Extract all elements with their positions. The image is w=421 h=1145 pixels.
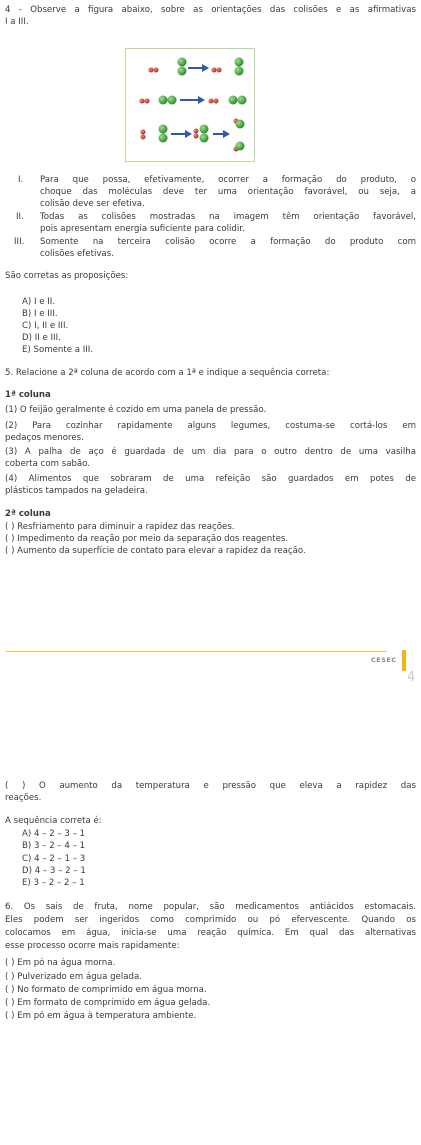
q5-col2-item-2[interactable]: ( ) Impedimento da reação por meio da separação dos reagentes. bbox=[5, 534, 289, 544]
q4-statement-3-num: III. bbox=[14, 237, 25, 247]
q6-intro-line-1: 6. Os sais de fruta, nome popular, são medicamentos antiácidos estomacais. bbox=[5, 902, 416, 912]
q5-col2-title: 2ª coluna bbox=[5, 509, 51, 519]
q4-intro-line-2: I a III. bbox=[5, 17, 29, 27]
q5-col1-item-2-line-1: (2) Para cozinhar rapidamente alguns legumes, costuma-se cortá-los em bbox=[5, 421, 416, 431]
q4-statement-1-num: I. bbox=[18, 175, 24, 185]
q6-option-3[interactable]: ( ) No formato de comprimido em água morna. bbox=[5, 985, 207, 995]
q6-option-4[interactable]: ( ) Em formato de comprimido em água gelada. bbox=[5, 998, 211, 1008]
q6-intro-line-2: Eles podem ser ingeridos como comprimido ou pó efervescente. Quando os bbox=[5, 915, 416, 925]
q4-option-d[interactable]: D) II e III. bbox=[22, 333, 61, 343]
collision-row-1 bbox=[149, 58, 244, 76]
q5-option-c[interactable]: C) 4 – 2 – 1 – 3 bbox=[22, 854, 86, 864]
q4-statement-3-line-1: Somente na terceira colisão ocorre a formação do produto com bbox=[40, 237, 416, 247]
q6-option-2[interactable]: ( ) Pulverizado em água gelada. bbox=[5, 972, 142, 982]
q4-statement-1-line-3: colisão deve ser efetiva. bbox=[40, 199, 145, 209]
q4-statement-2-num: II. bbox=[16, 212, 24, 222]
collision-row-3 bbox=[141, 119, 245, 152]
q5-col2-item-3[interactable]: ( ) Aumento da superfície de contato para elevar a rapidez da reação. bbox=[5, 546, 306, 556]
q5-col2-item-4-line-2: reações. bbox=[5, 793, 42, 803]
page-divider bbox=[6, 651, 387, 652]
q6-option-5[interactable]: ( ) Em pó em água à temperatura ambiente. bbox=[5, 1011, 197, 1021]
q5-option-b[interactable]: B) 3 – 2 – 4 – 1 bbox=[22, 841, 86, 851]
footer-brand: CESEC bbox=[371, 656, 397, 664]
page-tab bbox=[402, 650, 406, 671]
q5-intro: 5. Relacione a 2ª coluna de acordo com a 1ª e indique a sequência correta: bbox=[5, 368, 330, 378]
q5-col1-item-3-line-1: (3) A palha de aço é guardada de um dia para o outro dentro de uma vasilha bbox=[5, 447, 416, 457]
q6-intro-line-3: colocamos em água, inicia-se uma reação química. Em qual das alternativas bbox=[5, 928, 416, 938]
q5-col1-item-2-line-2: pedaços menores. bbox=[5, 433, 84, 443]
collision-figure bbox=[125, 48, 255, 162]
q6-intro-line-4: esse processo ocorre mais rapidamente: bbox=[5, 941, 180, 951]
q4-statement-2-line-2: pois apresentam energia suficiente para colidir. bbox=[40, 224, 245, 234]
q4-question: São corretas as proposições: bbox=[5, 271, 129, 281]
q4-statement-1-line-2: choque das moléculas deve ter uma orientação favorável, ou seja, a bbox=[40, 187, 416, 197]
q4-option-b[interactable]: B) I e III. bbox=[22, 309, 58, 319]
q5-option-a[interactable]: A) 4 – 2 – 3 – 1 bbox=[22, 829, 86, 839]
q4-statement-3-line-2: colisões efetivas. bbox=[40, 249, 114, 259]
q6-option-1[interactable]: ( ) Em pó na água morna. bbox=[5, 958, 116, 968]
q5-col1-title: 1ª coluna bbox=[5, 390, 51, 400]
q5-col1-item-1: (1) O feijão geralmente é cozido em uma panela de pressão. bbox=[5, 405, 267, 415]
q5-col2-item-4-line-1[interactable]: ( ) O aumento da temperatura e pressão que eleva a rapidez das bbox=[5, 781, 416, 791]
q5-col1-item-4-line-1: (4) Alimentos que sobraram de uma refeição são guardados em potes de bbox=[5, 474, 416, 484]
q4-statement-1-line-1: Para que possa, efetivamente, ocorrer a formação do produto, o bbox=[40, 175, 416, 185]
q5-col1-item-3-line-2: coberta com sabão. bbox=[5, 459, 91, 469]
molecular-collision-diagram-icon bbox=[126, 49, 254, 161]
q5-question: A sequência correta é: bbox=[5, 816, 102, 826]
q5-col2-item-1[interactable]: ( ) Resfriamento para diminuir a rapidez das reações. bbox=[5, 522, 235, 532]
q5-option-e[interactable]: E) 3 – 2 – 2 – 1 bbox=[22, 878, 85, 888]
q4-option-c[interactable]: C) I, II e III. bbox=[22, 321, 69, 331]
q4-option-e[interactable]: E) Somente a III. bbox=[22, 345, 94, 355]
collision-row-2 bbox=[140, 96, 247, 105]
q5-col1-item-4-line-2: plásticos tampados na geladeira. bbox=[5, 486, 148, 496]
q4-intro-line-1: 4 - Observe a figura abaixo, sobre as orientações das colisões e as afirmativas bbox=[5, 5, 416, 15]
q5-option-d[interactable]: D) 4 – 3 – 2 – 1 bbox=[22, 866, 86, 876]
q4-option-a[interactable]: A) I e II. bbox=[22, 297, 56, 307]
q4-statement-2-line-1: Todas as colisões mostradas na imagem têm orientação favorável, bbox=[40, 212, 416, 222]
page-number: 4 bbox=[407, 670, 416, 685]
